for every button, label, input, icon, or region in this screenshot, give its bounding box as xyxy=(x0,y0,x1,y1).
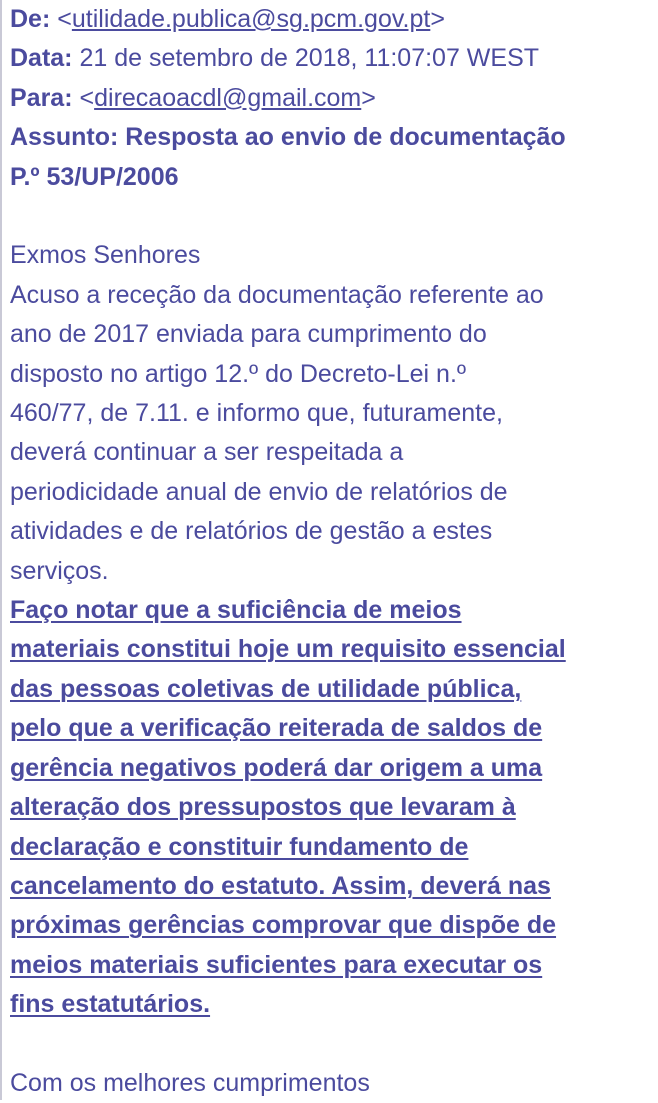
body-paragraph xyxy=(10,276,650,591)
closing: Com os melhores cumprimentos xyxy=(10,1068,370,1097)
from-close-bracket: > xyxy=(430,5,445,33)
subject-value-line1: Resposta ao envio de documentação xyxy=(125,123,566,152)
highlight-line: fins estatutários. xyxy=(10,990,211,1019)
to-close-bracket: > xyxy=(361,83,376,112)
greeting: Exmos Senhores xyxy=(10,241,201,270)
paragraph-line: periodicidade anual de envio de relatórios de xyxy=(10,477,508,506)
to-open-bracket: < xyxy=(79,83,95,112)
spacer xyxy=(10,197,650,236)
paragraph-line: atividades e de relatórios de gestão a estes xyxy=(10,517,493,546)
highlight-line: gerência negativos poderá dar origem a uma xyxy=(10,753,543,782)
highlight-line: próximas gerências comprovar que dispõe de xyxy=(10,911,557,940)
highlight-line: meios materiais suficientes para executar os xyxy=(10,950,543,979)
from-row xyxy=(10,0,650,39)
paragraph-line: disposto no artigo 12.º do Decreto-Lei n.º xyxy=(10,359,467,388)
paragraph-line: serviços. xyxy=(10,556,109,585)
highlight-line: alteração dos pressupostos que levaram à xyxy=(10,793,516,822)
paragraph-line: deverá continuar a ser respeitada a xyxy=(10,438,404,467)
from-label: De: xyxy=(10,5,51,33)
date-value: 21 de setembro de 2018, 11:07:07 WEST xyxy=(79,44,540,73)
subject-row xyxy=(10,118,650,157)
highlight-line: das pessoas coletivas de utilidade pública, xyxy=(10,674,522,703)
date-label: Data: xyxy=(10,44,73,73)
quote-rule xyxy=(0,0,2,1100)
paragraph-line: Acuso a receção da documentação referente ao xyxy=(10,280,544,309)
highlight-line: declaração e constituir fundamento de xyxy=(10,832,469,861)
highlight-line: cancelamento do estatuto. Assim, deverá nas xyxy=(10,871,551,900)
email-message xyxy=(10,0,650,1103)
highlighted-paragraph xyxy=(10,591,650,1024)
highlight-line: pelo que a verificação reiterada de saldos de xyxy=(10,714,543,743)
subject-label: Assunto: xyxy=(10,123,119,152)
highlight-line: materiais constitui hoje um requisito essencial xyxy=(10,635,566,664)
to-label: Para: xyxy=(10,83,73,112)
subject-value-line2: P.º 53/UP/2006 xyxy=(10,162,179,191)
highlight-line: Faço notar que a suficiência de meios xyxy=(10,596,462,625)
to-row xyxy=(10,79,650,118)
paragraph-line: ano de 2017 enviada para cumprimento do xyxy=(10,320,487,349)
to-email-link[interactable]: direcaoacdl@gmail.com xyxy=(94,83,362,112)
paragraph-line: 460/77, de 7.11. e informo que, futuramente, xyxy=(10,399,503,428)
date-row xyxy=(10,39,650,78)
from-email-link[interactable]: utilidade.publica@sg.pcm.gov.pt xyxy=(71,5,431,33)
from-open-bracket: < xyxy=(57,5,72,33)
spacer xyxy=(10,1025,650,1064)
